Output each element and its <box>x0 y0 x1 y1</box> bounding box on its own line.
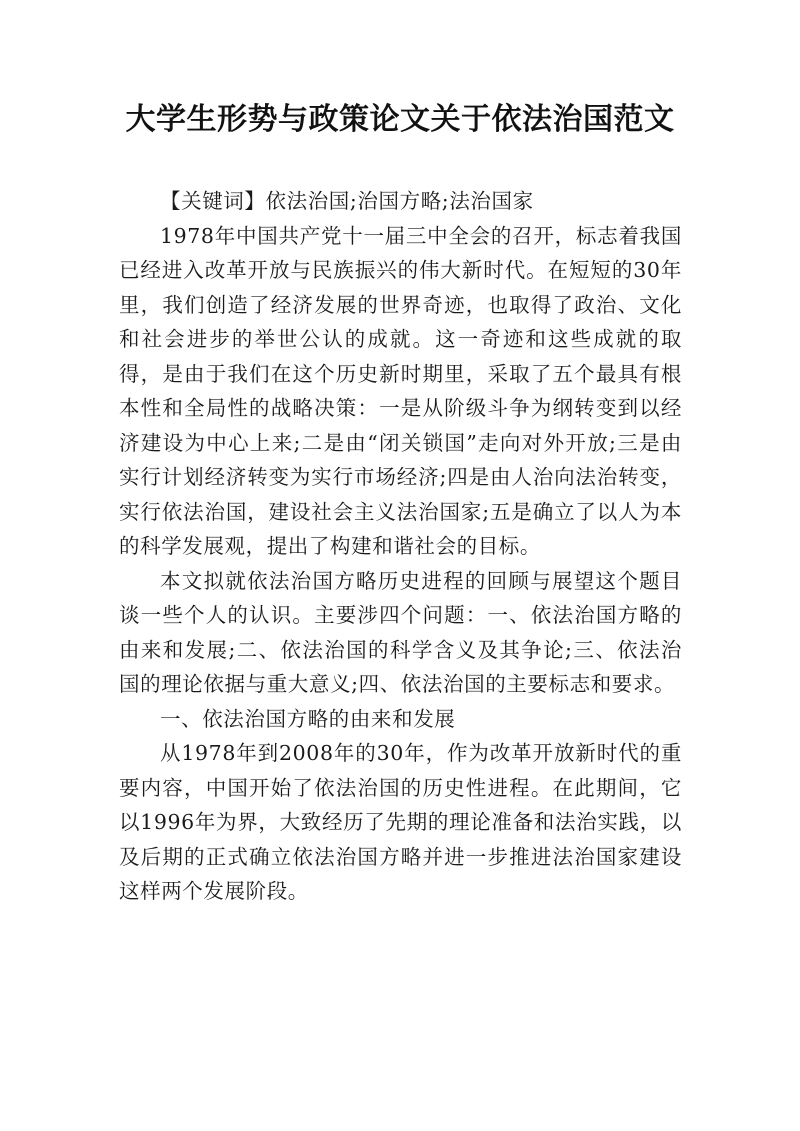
document-title: 大学生形势与政策论文关于依法治国范文 <box>125 102 675 137</box>
keywords-line: 【关键词】依法治国;治国方略;法治国家 <box>160 189 534 213</box>
section-paragraph: 从1978年到2008年的30年，作为改革开放新时代的重要内容，中国开始了依法治国的历史性进程。在此期间，它以1996年为界，大致经历了先期的理论准备和法治实践，以及后期的正式确立依法治国方略并进一步推进法治国家建设这样两个发展阶段。 <box>119 741 682 903</box>
section-heading: 一、依法治国方略的由来和发展 <box>160 706 456 731</box>
body-paragraph: 1978年中国共产党十一届三中全会的召开，标志着我国已经进入改革开放与民族振兴的伟大新时代。在短短的30年里，我们创造了经济发展的世界奇迹，也取得了政治、文化和社会进步的举世公认的成就。这一奇迹和这些成就的取得，是由于我们在这个历史新时期里，采取了五个最具有根本性和全局性的战略决策：一是从阶级斗争为纲转变到以经济建设为中心上来;二是由“闭关锁国”走向对外开放;三是由实行计划经济转变为实行市场经济;四是由人治向法治转变，实行依法治国，建设社会主义法治国家;五是确立了以人为本的科学发展观，提出了构建和谐社会的目标。 <box>119 223 682 558</box>
body-paragraph: 本文拟就依法治国方略历史进程的回顾与展望这个题目谈一些个人的认识。主要涉四个问题：一、依法治国方略的由来和发展;二、依法治国的科学含义及其争论;三、依法治国的理论依据与重大意义;四、依法治国的主要标志和要求。 <box>119 568 682 696</box>
document-body <box>119 184 682 909</box>
